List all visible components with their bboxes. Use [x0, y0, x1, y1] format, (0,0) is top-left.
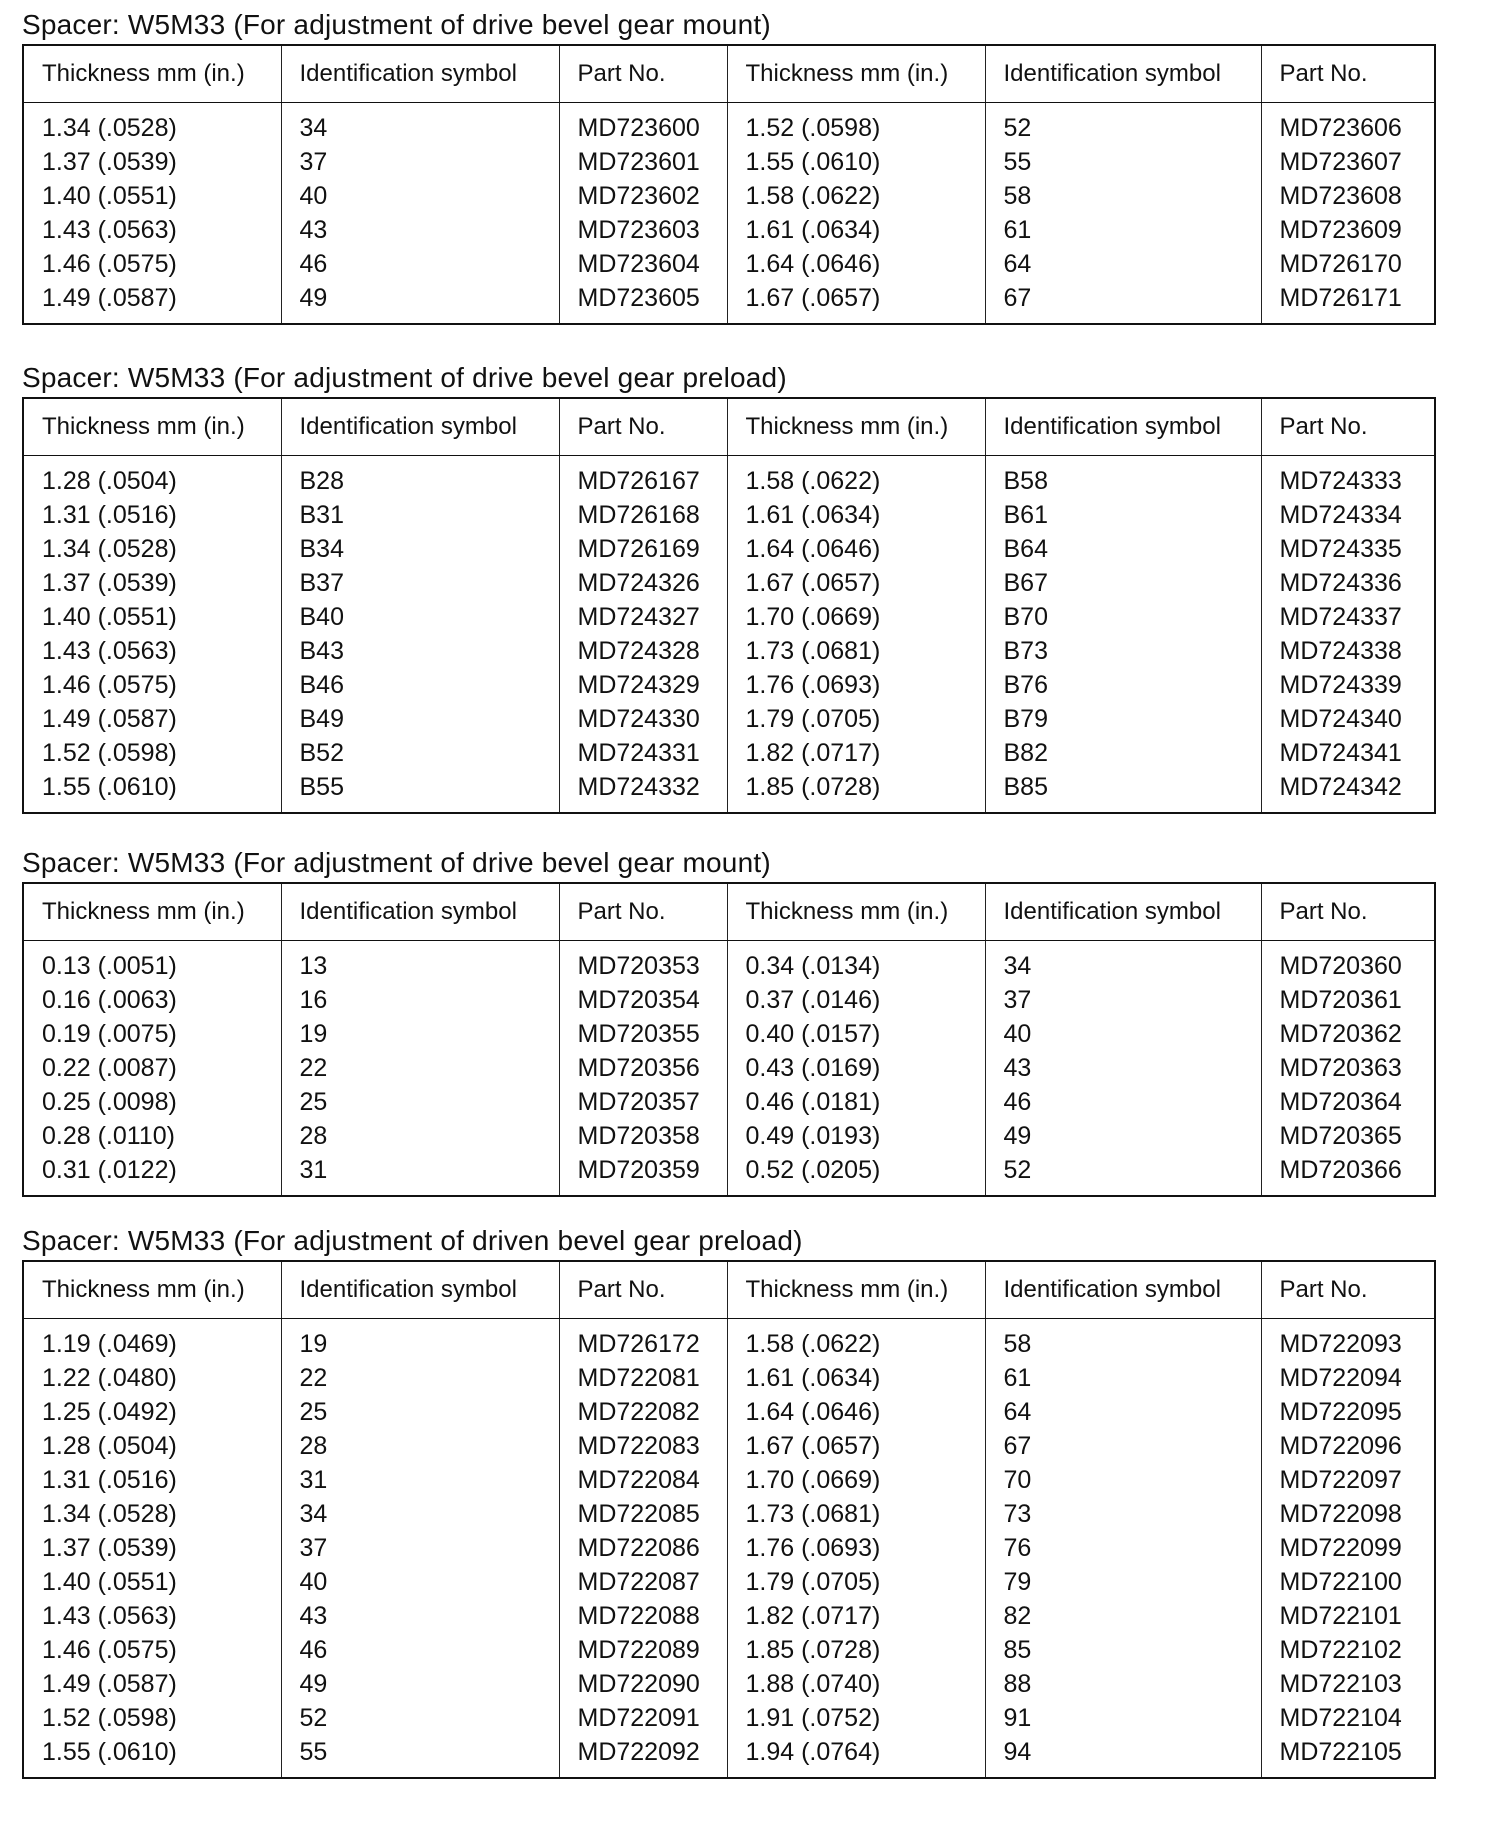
- part-number-cell: MD722089: [559, 1633, 727, 1667]
- part-number-cell: MD724341: [1279, 738, 1402, 767]
- part-number-cell: MD722095: [1279, 1397, 1402, 1426]
- part-number-cell: MD722105: [1279, 1737, 1402, 1766]
- thickness-cell: 1.40 (.0551): [23, 600, 281, 634]
- identification-symbol-cell: 64: [985, 1395, 1261, 1429]
- part-number-cell: MD722093: [1279, 1329, 1402, 1358]
- part-number-cell: MD724337: [1279, 602, 1402, 631]
- table-row: [23, 456, 1435, 499]
- thickness-cell: 1.85 (.0728): [727, 1633, 985, 1667]
- part-number-cell: MD722098: [1279, 1499, 1402, 1528]
- header-identification-symbol: Identification symbol: [281, 1261, 559, 1319]
- part-number-cell: MD722091: [559, 1701, 727, 1735]
- identification-symbol-cell: 55: [281, 1735, 559, 1778]
- part-number-cell: MD720355: [559, 1017, 727, 1051]
- header-identification-symbol: Identification symbol: [985, 883, 1261, 941]
- table-row: [23, 770, 1435, 813]
- table-row: [23, 1497, 1435, 1531]
- identification-symbol-cell: B73: [985, 634, 1261, 668]
- header-thickness: Thickness mm (in.): [727, 1261, 985, 1319]
- part-number-cell: MD720359: [559, 1153, 727, 1196]
- identification-symbol-cell: B58: [985, 456, 1261, 499]
- part-number-cell: MD722094: [1279, 1363, 1402, 1392]
- part-number-cell: MD720357: [559, 1085, 727, 1119]
- thickness-cell: 1.58 (.0622): [727, 179, 985, 213]
- thickness-cell: 1.79 (.0705): [727, 1565, 985, 1599]
- header-thickness: Thickness mm (in.): [23, 45, 281, 103]
- identification-symbol-cell: 13: [281, 941, 559, 984]
- header-part-number: Part No.: [559, 883, 727, 941]
- identification-symbol-cell: 58: [985, 1319, 1261, 1362]
- thickness-cell: 1.46 (.0575): [23, 668, 281, 702]
- part-number-cell: MD720366: [1279, 1155, 1402, 1184]
- header-part-number: Part No.: [559, 45, 727, 103]
- header-thickness: Thickness mm (in.): [727, 45, 985, 103]
- identification-symbol-cell: 31: [281, 1463, 559, 1497]
- table-row: [23, 532, 1435, 566]
- table-row: [23, 1701, 1435, 1735]
- identification-symbol-cell: B49: [281, 702, 559, 736]
- spacer-section-3: [22, 846, 1434, 1197]
- identification-symbol-cell: 40: [985, 1017, 1261, 1051]
- identification-symbol-cell: B85: [985, 770, 1261, 813]
- header-part-number: Part No.: [559, 1261, 727, 1319]
- identification-symbol-cell: 88: [985, 1667, 1261, 1701]
- identification-symbol-cell: 73: [985, 1497, 1261, 1531]
- part-number-cell: MD722087: [559, 1565, 727, 1599]
- thickness-cell: 1.85 (.0728): [727, 770, 985, 813]
- part-number-cell: MD724327: [559, 600, 727, 634]
- table-caption: Spacer: W5M33 (For adjustment of drive bevel gear mount): [22, 847, 771, 878]
- part-number-cell: MD724334: [1279, 500, 1402, 529]
- table-row: [23, 247, 1435, 281]
- identification-symbol-cell: B55: [281, 770, 559, 813]
- identification-symbol-cell: 52: [985, 1153, 1261, 1196]
- part-number-cell: MD726172: [559, 1319, 727, 1362]
- part-number-cell: MD724342: [1279, 772, 1402, 801]
- part-number-cell: MD723609: [1279, 215, 1402, 244]
- identification-symbol-cell: 43: [985, 1051, 1261, 1085]
- table-row: [23, 103, 1435, 146]
- identification-symbol-cell: 25: [281, 1085, 559, 1119]
- part-number-cell: MD722104: [1279, 1703, 1402, 1732]
- part-number-cell: MD722083: [559, 1429, 727, 1463]
- identification-symbol-cell: B76: [985, 668, 1261, 702]
- part-number-cell: MD722099: [1279, 1533, 1402, 1562]
- identification-symbol-cell: 34: [281, 1497, 559, 1531]
- part-number-cell: MD720353: [559, 941, 727, 984]
- identification-symbol-cell: B64: [985, 532, 1261, 566]
- part-number-cell: MD724332: [559, 770, 727, 813]
- thickness-cell: 0.43 (.0169): [727, 1051, 985, 1085]
- identification-symbol-cell: 28: [281, 1119, 559, 1153]
- part-number-cell: MD723600: [559, 103, 727, 146]
- thickness-cell: 1.37 (.0539): [23, 1531, 281, 1565]
- identification-symbol-cell: 58: [985, 179, 1261, 213]
- header-part-number: Part No.: [1261, 45, 1435, 103]
- thickness-cell: 1.79 (.0705): [727, 702, 985, 736]
- thickness-cell: 0.46 (.0181): [727, 1085, 985, 1119]
- thickness-cell: 0.34 (.0134): [727, 941, 985, 984]
- part-number-cell: MD723605: [559, 281, 727, 324]
- part-number-cell: MD722082: [559, 1395, 727, 1429]
- part-number-cell: MD723608: [1279, 181, 1402, 210]
- identification-symbol-cell: B82: [985, 736, 1261, 770]
- part-number-cell: MD722102: [1279, 1635, 1402, 1664]
- header-thickness: Thickness mm (in.): [23, 1261, 281, 1319]
- identification-symbol-cell: 52: [281, 1701, 559, 1735]
- identification-symbol-cell: 67: [985, 281, 1261, 324]
- thickness-cell: 1.43 (.0563): [23, 1599, 281, 1633]
- table-row: [23, 1017, 1435, 1051]
- header-identification-symbol: Identification symbol: [985, 398, 1261, 456]
- identification-symbol-cell: 49: [281, 281, 559, 324]
- thickness-cell: 1.58 (.0622): [727, 1319, 985, 1362]
- table-row: [23, 941, 1435, 984]
- part-number-cell: MD724331: [559, 736, 727, 770]
- table-row: [23, 566, 1435, 600]
- part-number-cell: MD723601: [559, 145, 727, 179]
- identification-symbol-cell: 22: [281, 1361, 559, 1395]
- identification-symbol-cell: 34: [281, 103, 559, 146]
- thickness-cell: 1.49 (.0587): [23, 1667, 281, 1701]
- table-row: [23, 1565, 1435, 1599]
- identification-symbol-cell: 64: [985, 247, 1261, 281]
- header-part-number: Part No.: [559, 398, 727, 456]
- part-number-cell: MD720354: [559, 983, 727, 1017]
- identification-symbol-cell: 28: [281, 1429, 559, 1463]
- table-row: [23, 213, 1435, 247]
- thickness-cell: 1.67 (.0657): [727, 281, 985, 324]
- table-row: [23, 702, 1435, 736]
- part-number-cell: MD724328: [559, 634, 727, 668]
- identification-symbol-cell: 49: [281, 1667, 559, 1701]
- table-row: [23, 1119, 1435, 1153]
- spacer-section-2: [22, 361, 1434, 814]
- part-number-cell: MD720360: [1279, 951, 1402, 980]
- identification-symbol-cell: 91: [985, 1701, 1261, 1735]
- spacer-table: [22, 882, 1436, 1197]
- identification-symbol-cell: 37: [281, 145, 559, 179]
- part-number-cell: MD723604: [559, 247, 727, 281]
- table-row: [23, 1395, 1435, 1429]
- part-number-cell: MD722081: [559, 1361, 727, 1395]
- part-number-cell: MD723603: [559, 213, 727, 247]
- part-number-cell: MD724326: [559, 566, 727, 600]
- header-part-number: Part No.: [1261, 1261, 1435, 1319]
- table-row: [23, 1319, 1435, 1362]
- spacer-table: [22, 397, 1436, 814]
- table-row: [23, 1599, 1435, 1633]
- identification-symbol-cell: 37: [281, 1531, 559, 1565]
- thickness-cell: 1.43 (.0563): [23, 634, 281, 668]
- part-number-cell: MD726170: [1279, 249, 1402, 278]
- identification-symbol-cell: 94: [985, 1735, 1261, 1778]
- identification-symbol-cell: B46: [281, 668, 559, 702]
- header-part-number: Part No.: [1261, 883, 1435, 941]
- identification-symbol-cell: 49: [985, 1119, 1261, 1153]
- thickness-cell: 1.46 (.0575): [23, 247, 281, 281]
- thickness-cell: 1.34 (.0528): [23, 103, 281, 146]
- thickness-cell: 1.37 (.0539): [23, 145, 281, 179]
- header-identification-symbol: Identification symbol: [281, 45, 559, 103]
- thickness-cell: 1.91 (.0752): [727, 1701, 985, 1735]
- identification-symbol-cell: 16: [281, 983, 559, 1017]
- thickness-cell: 1.73 (.0681): [727, 634, 985, 668]
- identification-symbol-cell: B34: [281, 532, 559, 566]
- thickness-cell: 1.67 (.0657): [727, 566, 985, 600]
- part-number-cell: MD720364: [1279, 1087, 1402, 1116]
- identification-symbol-cell: 34: [985, 941, 1261, 984]
- identification-symbol-cell: 43: [281, 1599, 559, 1633]
- part-number-cell: MD726171: [1279, 283, 1402, 312]
- header-identification-symbol: Identification symbol: [985, 1261, 1261, 1319]
- part-number-cell: MD723607: [1279, 147, 1402, 176]
- part-number-cell: MD724330: [559, 702, 727, 736]
- header-thickness: Thickness mm (in.): [727, 398, 985, 456]
- part-number-cell: MD722086: [559, 1531, 727, 1565]
- identification-symbol-cell: 19: [281, 1319, 559, 1362]
- part-number-cell: MD720363: [1279, 1053, 1402, 1082]
- header-identification-symbol: Identification symbol: [985, 45, 1261, 103]
- identification-symbol-cell: 43: [281, 213, 559, 247]
- table-row: [23, 668, 1435, 702]
- header-thickness: Thickness mm (in.): [23, 883, 281, 941]
- identification-symbol-cell: 46: [281, 1633, 559, 1667]
- identification-symbol-cell: 85: [985, 1633, 1261, 1667]
- thickness-cell: 1.70 (.0669): [727, 1463, 985, 1497]
- part-number-cell: MD723606: [1279, 113, 1402, 142]
- identification-symbol-cell: 22: [281, 1051, 559, 1085]
- table-row: [23, 1153, 1435, 1196]
- table-caption: Spacer: W5M33 (For adjustment of drive bevel gear mount): [22, 9, 771, 40]
- header-row: [23, 45, 1435, 103]
- table-caption: Spacer: W5M33 (For adjustment of driven bevel gear preload): [22, 1225, 803, 1256]
- part-number-cell: MD722103: [1279, 1669, 1402, 1698]
- thickness-cell: 1.40 (.0551): [23, 179, 281, 213]
- thickness-cell: 1.61 (.0634): [727, 213, 985, 247]
- thickness-cell: 1.88 (.0740): [727, 1667, 985, 1701]
- identification-symbol-cell: 40: [281, 179, 559, 213]
- table-row: [23, 1531, 1435, 1565]
- thickness-cell: 0.49 (.0193): [727, 1119, 985, 1153]
- thickness-cell: 1.73 (.0681): [727, 1497, 985, 1531]
- header-identification-symbol: Identification symbol: [281, 883, 559, 941]
- part-number-cell: MD726167: [559, 456, 727, 499]
- part-number-cell: MD722096: [1279, 1431, 1402, 1460]
- part-number-cell: MD720356: [559, 1051, 727, 1085]
- part-number-cell: MD724336: [1279, 568, 1402, 597]
- thickness-cell: 1.49 (.0587): [23, 702, 281, 736]
- identification-symbol-cell: 76: [985, 1531, 1261, 1565]
- thickness-cell: 1.64 (.0646): [727, 1395, 985, 1429]
- spacer-section-1: [22, 8, 1434, 325]
- thickness-cell: 1.34 (.0528): [23, 1497, 281, 1531]
- part-number-cell: MD722101: [1279, 1601, 1402, 1630]
- part-number-cell: MD720358: [559, 1119, 727, 1153]
- thickness-cell: 1.82 (.0717): [727, 736, 985, 770]
- part-number-cell: MD720362: [1279, 1019, 1402, 1048]
- thickness-cell: 0.13 (.0051): [23, 941, 281, 984]
- identification-symbol-cell: 79: [985, 1565, 1261, 1599]
- identification-symbol-cell: B40: [281, 600, 559, 634]
- spacer-section-4: [22, 1224, 1434, 1779]
- part-number-cell: MD722084: [559, 1463, 727, 1497]
- table-row: [23, 983, 1435, 1017]
- identification-symbol-cell: B52: [281, 736, 559, 770]
- identification-symbol-cell: B28: [281, 456, 559, 499]
- part-number-cell: MD726169: [559, 532, 727, 566]
- identification-symbol-cell: 46: [281, 247, 559, 281]
- thickness-cell: 1.76 (.0693): [727, 668, 985, 702]
- spacer-table: [22, 44, 1436, 325]
- table-row: [23, 600, 1435, 634]
- part-number-cell: MD724329: [559, 668, 727, 702]
- table-row: [23, 145, 1435, 179]
- part-number-cell: MD724339: [1279, 670, 1402, 699]
- thickness-cell: 1.22 (.0480): [23, 1361, 281, 1395]
- thickness-cell: 1.19 (.0469): [23, 1319, 281, 1362]
- table-row: [23, 281, 1435, 324]
- identification-symbol-cell: B67: [985, 566, 1261, 600]
- part-number-cell: MD723602: [559, 179, 727, 213]
- thickness-cell: 1.64 (.0646): [727, 532, 985, 566]
- identification-symbol-cell: 25: [281, 1395, 559, 1429]
- thickness-cell: 0.16 (.0063): [23, 983, 281, 1017]
- identification-symbol-cell: 61: [985, 1361, 1261, 1395]
- part-number-cell: MD724340: [1279, 704, 1402, 733]
- identification-symbol-cell: B31: [281, 498, 559, 532]
- header-row: [23, 1261, 1435, 1319]
- thickness-cell: 1.43 (.0563): [23, 213, 281, 247]
- identification-symbol-cell: 40: [281, 1565, 559, 1599]
- table-row: [23, 498, 1435, 532]
- thickness-cell: 1.25 (.0492): [23, 1395, 281, 1429]
- table-row: [23, 1667, 1435, 1701]
- thickness-cell: 0.31 (.0122): [23, 1153, 281, 1196]
- thickness-cell: 1.82 (.0717): [727, 1599, 985, 1633]
- part-number-cell: MD724335: [1279, 534, 1402, 563]
- thickness-cell: 1.76 (.0693): [727, 1531, 985, 1565]
- thickness-cell: 1.55 (.0610): [727, 145, 985, 179]
- thickness-cell: 1.55 (.0610): [23, 770, 281, 813]
- identification-symbol-cell: B37: [281, 566, 559, 600]
- header-identification-symbol: Identification symbol: [281, 398, 559, 456]
- thickness-cell: 1.61 (.0634): [727, 1361, 985, 1395]
- part-number-cell: MD722090: [559, 1667, 727, 1701]
- thickness-cell: 1.52 (.0598): [23, 736, 281, 770]
- thickness-cell: 0.25 (.0098): [23, 1085, 281, 1119]
- part-number-cell: MD722085: [559, 1497, 727, 1531]
- thickness-cell: 1.49 (.0587): [23, 281, 281, 324]
- thickness-cell: 1.37 (.0539): [23, 566, 281, 600]
- identification-symbol-cell: 55: [985, 145, 1261, 179]
- part-number-cell: MD726168: [559, 498, 727, 532]
- table-row: [23, 1085, 1435, 1119]
- header-row: [23, 398, 1435, 456]
- thickness-cell: 0.52 (.0205): [727, 1153, 985, 1196]
- thickness-cell: 1.94 (.0764): [727, 1735, 985, 1778]
- identification-symbol-cell: B79: [985, 702, 1261, 736]
- identification-symbol-cell: 46: [985, 1085, 1261, 1119]
- identification-symbol-cell: 61: [985, 213, 1261, 247]
- part-number-cell: MD724338: [1279, 636, 1402, 665]
- thickness-cell: 0.28 (.0110): [23, 1119, 281, 1153]
- part-number-cell: MD720361: [1279, 985, 1402, 1014]
- table-row: [23, 1051, 1435, 1085]
- identification-symbol-cell: 67: [985, 1429, 1261, 1463]
- identification-symbol-cell: 52: [985, 103, 1261, 146]
- thickness-cell: 1.52 (.0598): [727, 103, 985, 146]
- header-part-number: Part No.: [1261, 398, 1435, 456]
- thickness-cell: 1.40 (.0551): [23, 1565, 281, 1599]
- spacer-table: [22, 1260, 1436, 1779]
- thickness-cell: 1.64 (.0646): [727, 247, 985, 281]
- thickness-cell: 0.37 (.0146): [727, 983, 985, 1017]
- part-number-cell: MD722088: [559, 1599, 727, 1633]
- thickness-cell: 1.28 (.0504): [23, 1429, 281, 1463]
- table-row: [23, 634, 1435, 668]
- thickness-cell: 1.70 (.0669): [727, 600, 985, 634]
- header-thickness: Thickness mm (in.): [23, 398, 281, 456]
- part-number-cell: MD722092: [559, 1735, 727, 1778]
- table-caption: Spacer: W5M33 (For adjustment of drive bevel gear preload): [22, 362, 787, 393]
- thickness-cell: 1.61 (.0634): [727, 498, 985, 532]
- header-thickness: Thickness mm (in.): [727, 883, 985, 941]
- thickness-cell: 1.31 (.0516): [23, 1463, 281, 1497]
- table-row: [23, 1633, 1435, 1667]
- thickness-cell: 1.58 (.0622): [727, 456, 985, 499]
- table-row: [23, 1429, 1435, 1463]
- identification-symbol-cell: B70: [985, 600, 1261, 634]
- thickness-cell: 0.19 (.0075): [23, 1017, 281, 1051]
- thickness-cell: 1.52 (.0598): [23, 1701, 281, 1735]
- identification-symbol-cell: 19: [281, 1017, 559, 1051]
- part-number-cell: MD724333: [1279, 466, 1402, 495]
- identification-symbol-cell: 82: [985, 1599, 1261, 1633]
- identification-symbol-cell: 70: [985, 1463, 1261, 1497]
- thickness-cell: 1.67 (.0657): [727, 1429, 985, 1463]
- table-row: [23, 736, 1435, 770]
- thickness-cell: 0.40 (.0157): [727, 1017, 985, 1051]
- identification-symbol-cell: B43: [281, 634, 559, 668]
- identification-symbol-cell: B61: [985, 498, 1261, 532]
- table-row: [23, 1463, 1435, 1497]
- thickness-cell: 1.34 (.0528): [23, 532, 281, 566]
- thickness-cell: 1.28 (.0504): [23, 456, 281, 499]
- header-row: [23, 883, 1435, 941]
- part-number-cell: MD720365: [1279, 1121, 1402, 1150]
- table-row: [23, 1361, 1435, 1395]
- identification-symbol-cell: 37: [985, 983, 1261, 1017]
- thickness-cell: 1.46 (.0575): [23, 1633, 281, 1667]
- table-row: [23, 1735, 1435, 1778]
- thickness-cell: 0.22 (.0087): [23, 1051, 281, 1085]
- thickness-cell: 1.31 (.0516): [23, 498, 281, 532]
- part-number-cell: MD722100: [1279, 1567, 1402, 1596]
- part-number-cell: MD722097: [1279, 1465, 1402, 1494]
- table-row: [23, 179, 1435, 213]
- identification-symbol-cell: 31: [281, 1153, 559, 1196]
- thickness-cell: 1.55 (.0610): [23, 1735, 281, 1778]
